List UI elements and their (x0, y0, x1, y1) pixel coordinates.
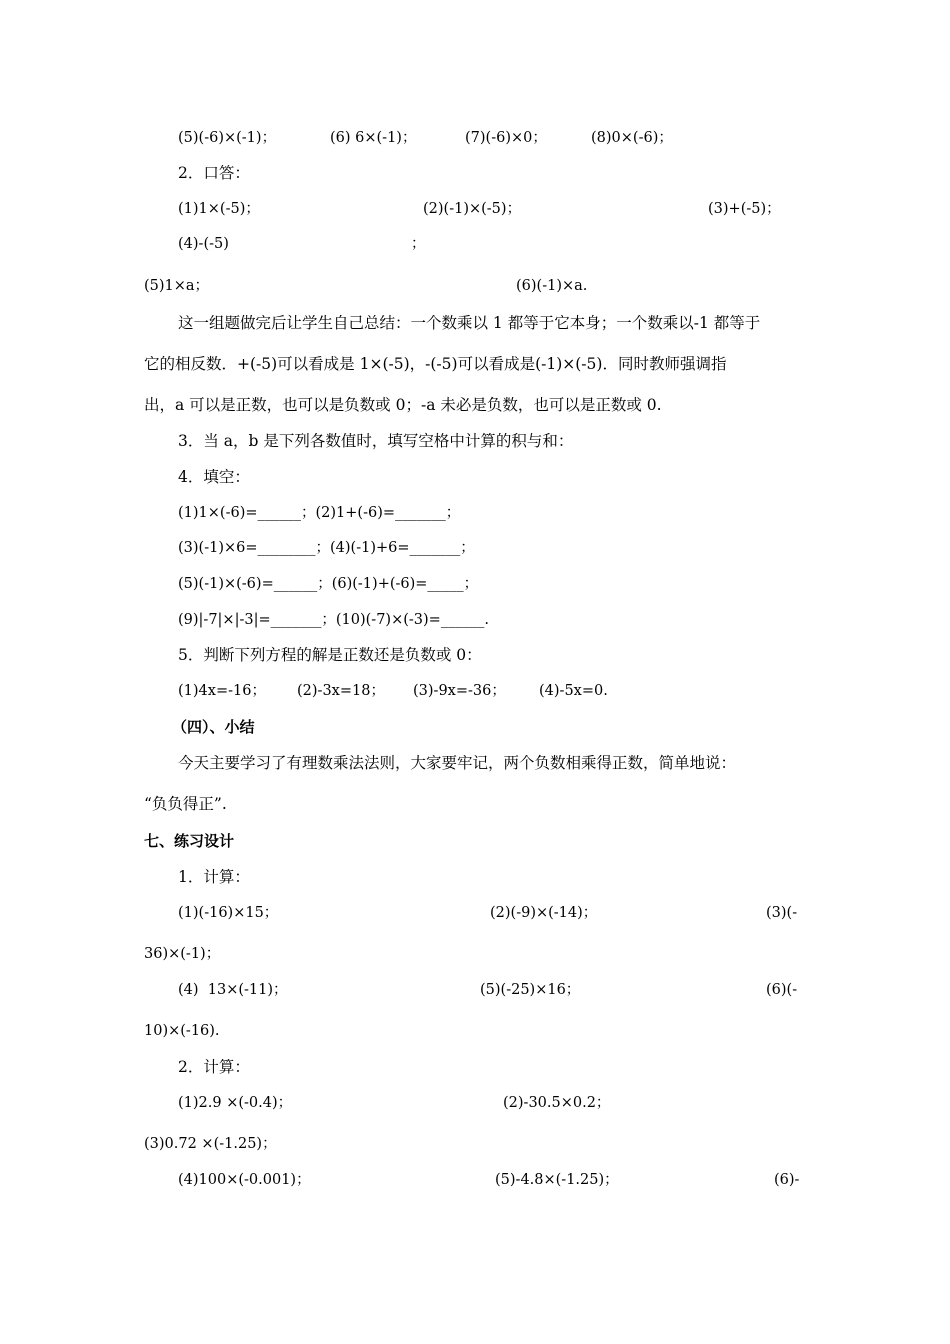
exercise-line: (4)-5x=0. (539, 683, 608, 699)
exercise-line: (8)0×(-6)； (591, 130, 673, 146)
exercise-line: (4) 13×(-11)； (178, 982, 288, 998)
exercise-line: (6) 6×(-1)； (330, 130, 417, 146)
exercise-line: (1)4x=-16； (178, 683, 266, 699)
section-subheading: （四）、小结 (172, 718, 255, 736)
exercise-line: (1)(-16)×15； (178, 905, 279, 921)
exercise-line: (1)1×(-6)=______；(2)1+(-6)=_______； (178, 505, 461, 521)
paragraph-line: “负负得正”. (144, 795, 227, 813)
section-heading: 七、练习设计 (144, 832, 235, 850)
exercise-line: (3)(- (766, 905, 798, 921)
question-heading: 4．填空： (178, 468, 250, 486)
exercise-line: (5)-4.8×(-1.25)； (495, 1172, 619, 1188)
exercise-line: ； (411, 236, 426, 252)
paragraph-line: 今天主要学习了有理数乘法法则，大家要牢记，两个负数相乘得正数，简单地说： (178, 754, 737, 772)
paragraph-line: 出，a 可以是正数，也可以是负数或 0；-a 未必是负数，也可以是正数或 0. (144, 396, 662, 414)
exercise-line: (5)(-25)×16； (480, 982, 581, 998)
exercise-line: (3)0.72 ×(-1.25)； (144, 1136, 277, 1152)
exercise-line: (5)(-6)×(-1)； (178, 130, 277, 146)
exercise-line: (2)(-1)×(-5)； (423, 201, 522, 217)
exercise-line: (5)1×a； (144, 278, 210, 294)
exercise-line: (9)|-7|×|-3|=_______；(10)(-7)×(-3)=______. (178, 612, 489, 628)
exercise-line: (2)-3x=18； (297, 683, 385, 699)
paragraph-line: 这一组题做完后让学生自己总结：一个数乘以 1 都等于它本身；一个数乘以-1 都等于 (178, 314, 761, 332)
exercise-line: (4)100×(-0.001)； (178, 1172, 311, 1188)
question-heading: 2．计算： (178, 1058, 250, 1076)
question-heading: 3．当 a，b 是下列各数值时，填写空格中计算的积与和： (178, 432, 574, 450)
exercise-line: (6)(-1)×a. (516, 278, 588, 294)
exercise-line: (1)1×(-5)； (178, 201, 260, 217)
question-heading: 1．计算： (178, 868, 250, 886)
exercise-line: (4)-(-5) (178, 236, 229, 252)
paragraph-line: 它的相反数．+(-5)可以看成是 1×(-5)，-(-5)可以看成是(-1)×(-5)．同时教师强调指 (144, 355, 727, 373)
exercise-line: (6)- (774, 1172, 800, 1188)
question-heading: 5．判断下列方程的解是正数还是负数或 0： (178, 646, 482, 664)
exercise-line: (7)(-6)×0； (465, 130, 547, 146)
exercise-line: (2)-30.5×0.2； (503, 1095, 611, 1111)
exercise-line: (1)2.9 ×(-0.4)； (178, 1095, 293, 1111)
exercise-line: (3)-9x=-36； (413, 683, 506, 699)
exercise-line: (6)(- (766, 982, 798, 998)
exercise-line: (2)(-9)×(-14)； (490, 905, 598, 921)
exercise-line: 10)×(-16). (144, 1023, 220, 1039)
exercise-line: 36)×(-1)； (144, 946, 221, 962)
exercise-line: (5)(-1)×(-6)=______；(6)(-1)+(-6)=_____； (178, 576, 479, 592)
exercise-line: (3)(-1)×6=________；(4)(-1)+6=_______； (178, 540, 475, 556)
question-heading: 2．口答： (178, 164, 250, 182)
exercise-line: (3)+(-5)； (708, 201, 781, 217)
